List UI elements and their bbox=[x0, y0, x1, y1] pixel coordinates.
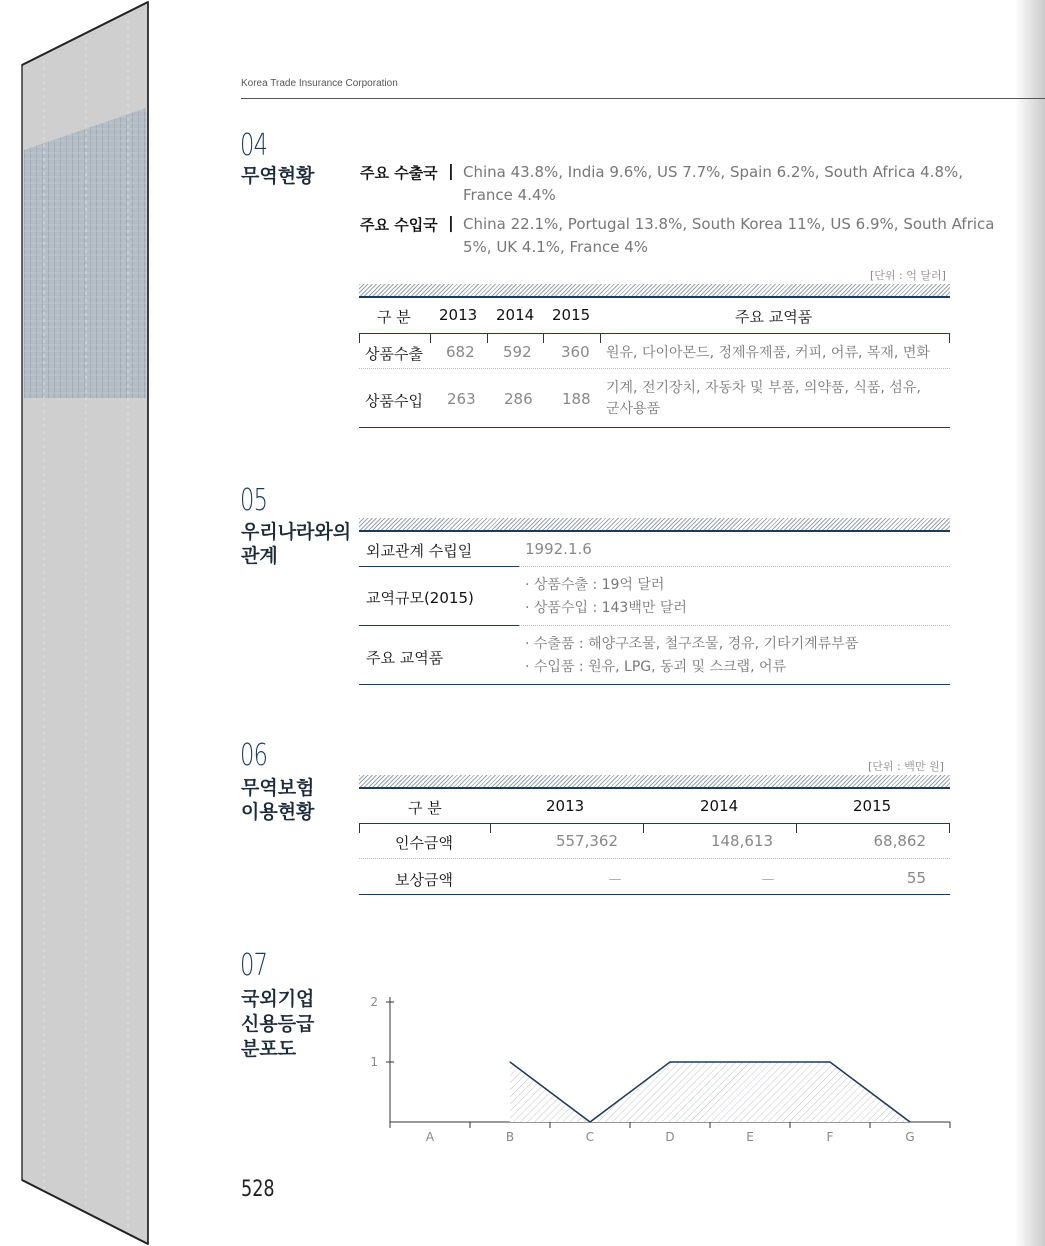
data-point-B bbox=[510, 1062, 511, 1063]
table-bottom-rule bbox=[359, 427, 950, 428]
table-top-rule bbox=[359, 530, 950, 532]
table-cell: 286 bbox=[504, 390, 533, 408]
col-header: 2014 bbox=[496, 306, 535, 324]
row-divider bbox=[519, 566, 950, 567]
x-tick-label: G bbox=[905, 1130, 915, 1144]
insurance-cell: 557,362 bbox=[555, 832, 618, 850]
x-tick-label: B bbox=[505, 1130, 515, 1144]
relation-row-label: 교역규모(2015) bbox=[366, 589, 474, 607]
table-hatch-bar bbox=[359, 775, 950, 787]
export-countries-line2: France 4.4% bbox=[463, 186, 556, 204]
export-countries-line1: China 43.8%, India 9.6%, US 7.7%, Spain 6.2%, South Africa 4.8%, bbox=[463, 163, 964, 181]
table-hatch-bar bbox=[359, 284, 950, 296]
y-tick-label: 1 bbox=[370, 1055, 378, 1069]
insurance-row-label: 보상금액 bbox=[395, 871, 453, 889]
section-07-title-line1: 국외기업 bbox=[241, 988, 315, 1010]
page-fold-shadow bbox=[1015, 0, 1045, 1246]
table-tick bbox=[600, 333, 601, 343]
insurance-row-label: 인수금액 bbox=[395, 834, 453, 852]
col-header: 2014 bbox=[700, 797, 739, 815]
relation-row-value: · 상품수입 : 143백만 달러 bbox=[525, 600, 687, 616]
import-countries-line1: China 22.1%, Portugal 13.8%, South Korea 11%, US 6.9%, South Africa bbox=[463, 215, 995, 233]
insurance-cell: － bbox=[760, 871, 776, 889]
section-07-number: 07 bbox=[240, 948, 268, 983]
table-cell: 원유, 다이아몬드, 정제유제품, 커피, 어류, 목재, 면화 bbox=[606, 345, 930, 361]
data-point-G bbox=[910, 1122, 911, 1123]
table-top-rule bbox=[359, 787, 950, 789]
table-hatch-bar bbox=[359, 518, 950, 530]
x-tick-label: F bbox=[826, 1130, 834, 1144]
table-row-label: 상품수입 bbox=[365, 392, 423, 410]
col-header: 2013 bbox=[546, 797, 585, 815]
import-countries-line2: 5%, UK 4.1%, France 4% bbox=[463, 238, 649, 256]
insurance-cell: － bbox=[607, 871, 623, 889]
relation-row-label: 주요 교역품 bbox=[366, 649, 444, 667]
table-cell: 기계, 전기장치, 자동차 및 부품, 의약품, 식품, 섬유, bbox=[606, 380, 921, 396]
insurance-cell: 148,613 bbox=[710, 832, 773, 850]
table-header-rule bbox=[359, 823, 950, 824]
table-tick bbox=[543, 333, 544, 343]
col-header: 2015 bbox=[853, 797, 892, 815]
table-tick bbox=[949, 333, 950, 343]
export-countries-label: 주요 수출국 bbox=[360, 164, 438, 182]
section-05-title-line1: 우리나라와의 bbox=[241, 521, 352, 543]
row-divider bbox=[359, 566, 519, 567]
credit-rating-chart bbox=[360, 985, 960, 1150]
relation-row-value: 1992.1.6 bbox=[525, 540, 592, 558]
header-rule bbox=[241, 98, 1045, 99]
table-cell: 군사용품 bbox=[606, 401, 661, 417]
col-header: 구 분 bbox=[377, 308, 411, 326]
table-tick bbox=[487, 333, 488, 343]
y-tick-label: 2 bbox=[370, 995, 378, 1009]
table-cell: 188 bbox=[562, 390, 591, 408]
table-header-rule bbox=[359, 333, 950, 334]
import-countries-label: 주요 수입국 bbox=[360, 216, 438, 234]
separator: | bbox=[448, 161, 454, 180]
section-06-title-line2: 이용현황 bbox=[241, 801, 315, 823]
running-header: Korea Trade Insurance Corporation bbox=[241, 78, 398, 89]
x-tick-label: C bbox=[585, 1130, 595, 1144]
table-top-rule bbox=[359, 296, 950, 298]
relation-row-value: · 상품수출 : 19억 달러 bbox=[525, 577, 665, 593]
separator: | bbox=[448, 213, 454, 232]
table-cell: 360 bbox=[561, 343, 590, 361]
table-tick bbox=[949, 823, 950, 833]
relation-row-label: 외교관계 수립일 bbox=[366, 542, 473, 560]
table-bottom-rule bbox=[359, 684, 950, 685]
table-cell: 592 bbox=[503, 343, 532, 361]
data-point-C bbox=[590, 1122, 591, 1123]
relation-row-value: · 수입품 : 원유, LPG, 동괴 및 스크랩, 어류 bbox=[525, 659, 787, 675]
data-point-F bbox=[830, 1062, 831, 1063]
section-04-title: 무역현황 bbox=[241, 165, 315, 187]
table-cell: 682 bbox=[446, 343, 475, 361]
row-divider bbox=[359, 625, 519, 626]
section-06-title-line1: 무역보험 bbox=[241, 777, 315, 799]
x-tick-label: A bbox=[425, 1130, 435, 1144]
section-07-title-line3: 분포도 bbox=[241, 1038, 297, 1060]
section-06-number: 06 bbox=[240, 738, 268, 773]
section-05-number: 05 bbox=[240, 483, 268, 518]
table-row-label: 상품수출 bbox=[365, 345, 423, 363]
x-tick-label: E bbox=[746, 1130, 754, 1144]
insurance-cell: 68,862 bbox=[873, 832, 926, 850]
data-point-D bbox=[670, 1062, 671, 1063]
col-header: 2013 bbox=[439, 306, 478, 324]
page-number: 528 bbox=[241, 1177, 275, 1202]
relation-row-value: · 수출품 : 해양구조물, 철구조물, 경유, 기타기계류부품 bbox=[525, 636, 859, 652]
row-divider bbox=[359, 858, 950, 859]
row-divider bbox=[359, 368, 950, 369]
data-point-A bbox=[430, 1122, 431, 1123]
area-fill bbox=[510, 1062, 910, 1122]
col-header: 구 분 bbox=[408, 799, 442, 817]
table-bottom-rule bbox=[359, 894, 950, 895]
section-07-title-line2: 신용등급 bbox=[241, 1013, 315, 1035]
row-divider bbox=[519, 625, 950, 626]
col-header: 주요 교역품 bbox=[735, 308, 813, 326]
table-tick bbox=[359, 823, 360, 833]
unit-note: [단위 : 백만 원] bbox=[868, 760, 944, 773]
table-tick bbox=[359, 333, 360, 343]
table-cell: 263 bbox=[447, 390, 476, 408]
section-04-number: 04 bbox=[240, 128, 268, 163]
table-tick bbox=[430, 333, 431, 343]
col-header: 2015 bbox=[552, 306, 591, 324]
book-edge bbox=[0, 0, 150, 1246]
x-tick-label: D bbox=[665, 1130, 675, 1144]
data-point-E bbox=[750, 1062, 751, 1063]
insurance-cell: 55 bbox=[906, 869, 926, 887]
unit-note: [단위 : 억 달러] bbox=[870, 269, 946, 282]
section-05-title-line2: 관계 bbox=[241, 545, 278, 567]
